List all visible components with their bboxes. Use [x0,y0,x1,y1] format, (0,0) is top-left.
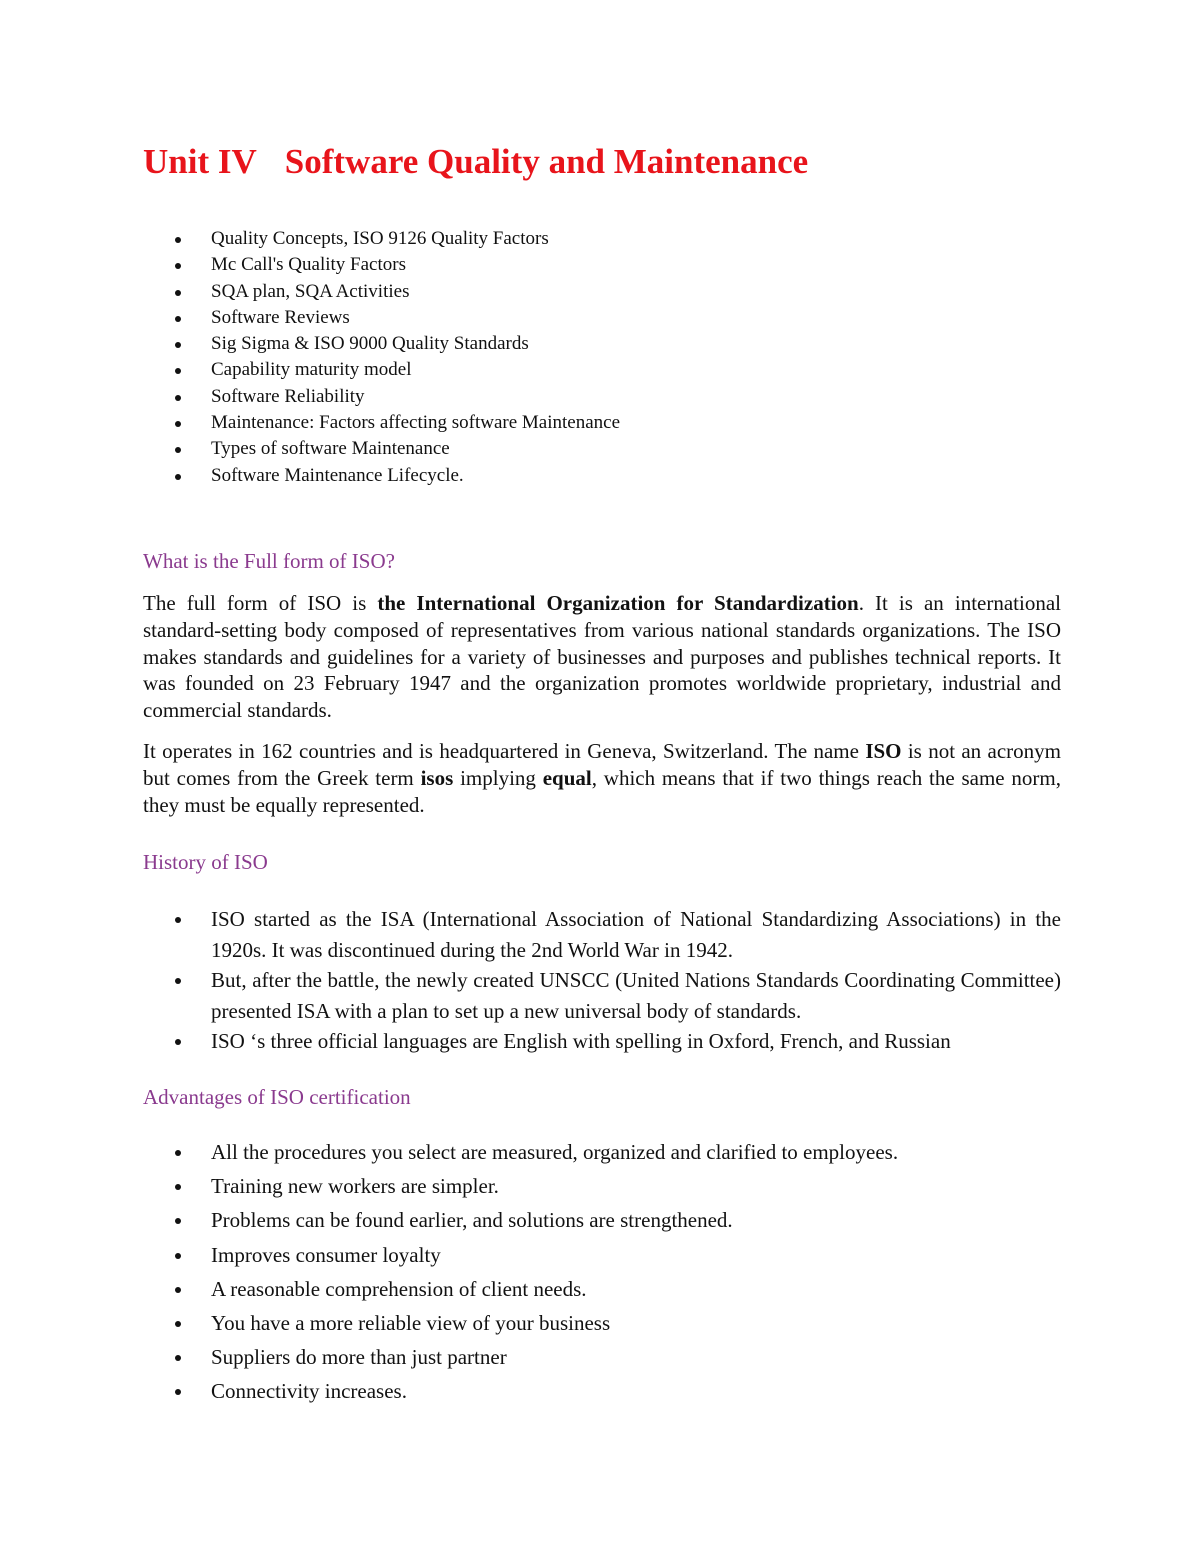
list-item: ISO started as the ISA (International Association of National Standardizing Associations) in the 1920s. It was discontinued during the 2nd World War in 1942. [143,904,1061,965]
list-item: Problems can be found earlier, and solutions are strengthened. [143,1206,1061,1240]
list-item: Capability maturity model [143,357,1083,383]
list-item: Types of software Maintenance [143,436,1083,462]
full-form-paragraph: The full form of ISO is the International Organization for Standardization. It is an international standard-setting body composed of representatives from various national standards organizations. The ISO makes standards and guidelines for a variety of businesses and purposes and publishes technical reports. It was founded on 23 February 1947 and the organization promotes worldwide proprietary, industrial and commercial standards. [143,591,1061,723]
list-item: Mc Call's Quality Factors [143,252,1083,278]
list-item: Software Reviews [143,305,1083,331]
list-item: You have a more reliable view of your business [143,1309,1061,1343]
bold-term: isos [420,765,454,790]
advantages-heading: Advantages of ISO certification [143,1085,411,1109]
page-title [143,140,808,184]
operations-paragraph: It operates in 162 countries and is headquartered in Geneva, Switzerland. The name ISO is not an acronym but comes from the Greek term isos implying equal, which means that if two things reach the same norm, they must be equally represented. [143,739,1061,817]
list-item: But, after the battle, the newly created UNSCC (United Nations Standards Coordinating Committee) presented ISA with a plan to set up a new universal body of standards. [143,965,1061,1026]
history-heading: History of ISO [143,850,268,874]
unit-name: Software Quality and Maintenance [284,142,809,181]
history-list [143,904,1061,1057]
list-item: SQA plan, SQA Activities [143,279,1083,305]
list-item: Maintenance: Factors affecting software Maintenance [143,410,1083,436]
list-item: A reasonable comprehension of client needs. [143,1275,1061,1309]
advantages-list [143,1138,1061,1412]
unit-label: Unit IV [143,142,257,181]
bold-term: ISO [865,739,902,763]
list-item: Training new workers are simpler. [143,1172,1061,1206]
topics-list [143,226,1083,489]
list-item: Quality Concepts, ISO 9126 Quality Factors [143,226,1083,252]
list-item: Connectivity increases. [143,1377,1061,1411]
list-item: Software Maintenance Lifecycle. [143,463,1083,489]
list-item: ISO ‘s three official languages are English with spelling in Oxford, French, and Russian [143,1026,1061,1057]
bold-term: equal [542,765,592,790]
list-item: Improves consumer loyalty [143,1241,1061,1275]
list-item: Software Reliability [143,384,1083,410]
list-item: Suppliers do more than just partner [143,1343,1061,1377]
full-form-heading: What is the Full form of ISO? [143,549,395,573]
bold-term: the International Organization for Standardization [377,591,859,615]
list-item: All the procedures you select are measured, organized and clarified to employees. [143,1138,1061,1172]
list-item: Sig Sigma & ISO 9000 Quality Standards [143,331,1083,357]
